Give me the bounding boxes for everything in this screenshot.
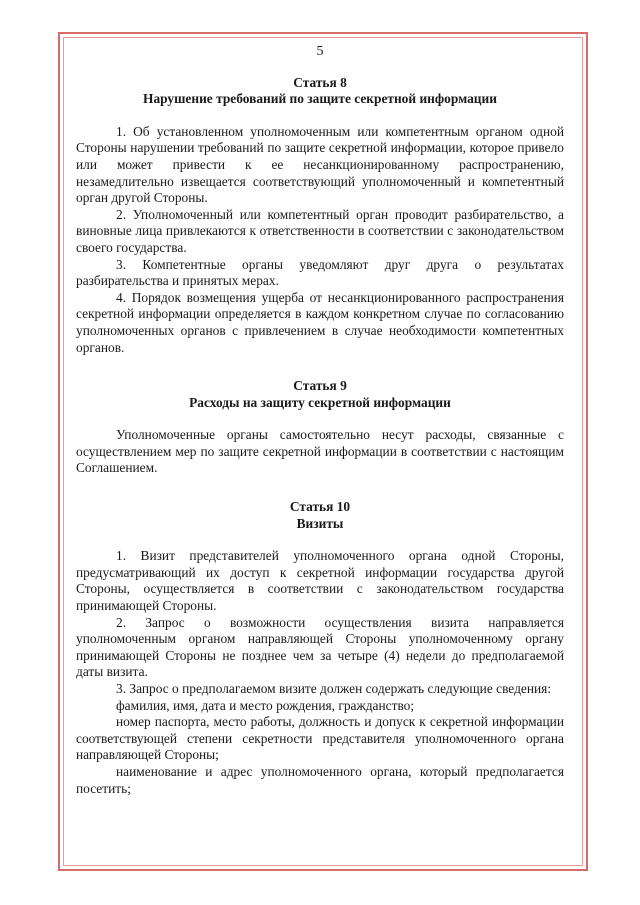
article-9-subtitle: Расходы на защиту секретной информации	[189, 394, 451, 410]
article-8	[76, 75, 564, 357]
page-number: 5	[316, 44, 324, 59]
article-9-paragraph-1: Уполномоченные органы самостоятельно несут расходы, связанные с осуществлением мер по защите секретной информации в соответствии с настоящим Соглашением.	[76, 427, 564, 476]
article-8-title: Статья 8	[293, 74, 347, 90]
article-8-paragraph-1: 1. Об установленном уполномоченным или компетентным органом одной Стороны нарушении требований по защите секретной информации, которое привело или может привести к ее несанкционированному распространению, незамедлительно извещается соответствующий уполномоченный и компетентный орган другой Стороны.	[76, 123, 564, 206]
article-10-list-item-3: наименование и адрес уполномоченного органа, который предполагается посетить;	[76, 763, 564, 796]
article-10-list-item-1: фамилия, имя, дата и место рождения, гражданство;	[116, 697, 415, 713]
article-10	[76, 499, 564, 797]
article-10-list-item-2: номер паспорта, место работы, должность и допуск к секретной информации соответствующей степени секретности представителя уполномоченного органа направляющей Стороны;	[76, 714, 564, 763]
article-9	[76, 378, 564, 477]
article-10-subtitle: Визиты	[296, 515, 344, 531]
article-8-paragraph-3: 3. Компетентные органы уведомляют друг друга о результатах разбирательства и принятых мерах.	[76, 256, 564, 289]
article-9-title: Статья 9	[293, 378, 347, 394]
document-body	[76, 44, 564, 797]
article-10-paragraph-3: 3. Запрос о предполагаемом визите должен содержать следующие сведения:	[116, 681, 552, 696]
article-8-paragraph-4: 4. Порядок возмещения ущерба от несанкционированного распространения секретной информации определяется в каждом конкретном случае по согласованию уполномоченных органов с привлечением в случае необходимости компетентных органов.	[76, 289, 564, 355]
article-10-paragraph-1: 1. Визит представителей уполномоченного органа одной Стороны, предусматривающий их доступ к секретной информации государства другой Стороны, осуществляется в соответствии с законодательством государства принимающей Стороны.	[76, 548, 564, 614]
article-10-title: Статья 10	[289, 499, 351, 515]
article-10-paragraph-2: 2. Запрос о возможности осуществления визита направляется уполномоченным органом направляющей Стороны уполномоченному органу принимающей Стороны не позднее чем за четыре (4) недели до предполагаемой даты визита.	[76, 614, 564, 680]
article-8-subtitle: Нарушение требований по защите секретной информации	[143, 91, 497, 107]
article-8-paragraph-2: 2. Уполномоченный или компетентный орган проводит разбирательство, а виновные лица привлекаются к ответственности в соответствии с законодательством своего государства.	[76, 206, 564, 255]
